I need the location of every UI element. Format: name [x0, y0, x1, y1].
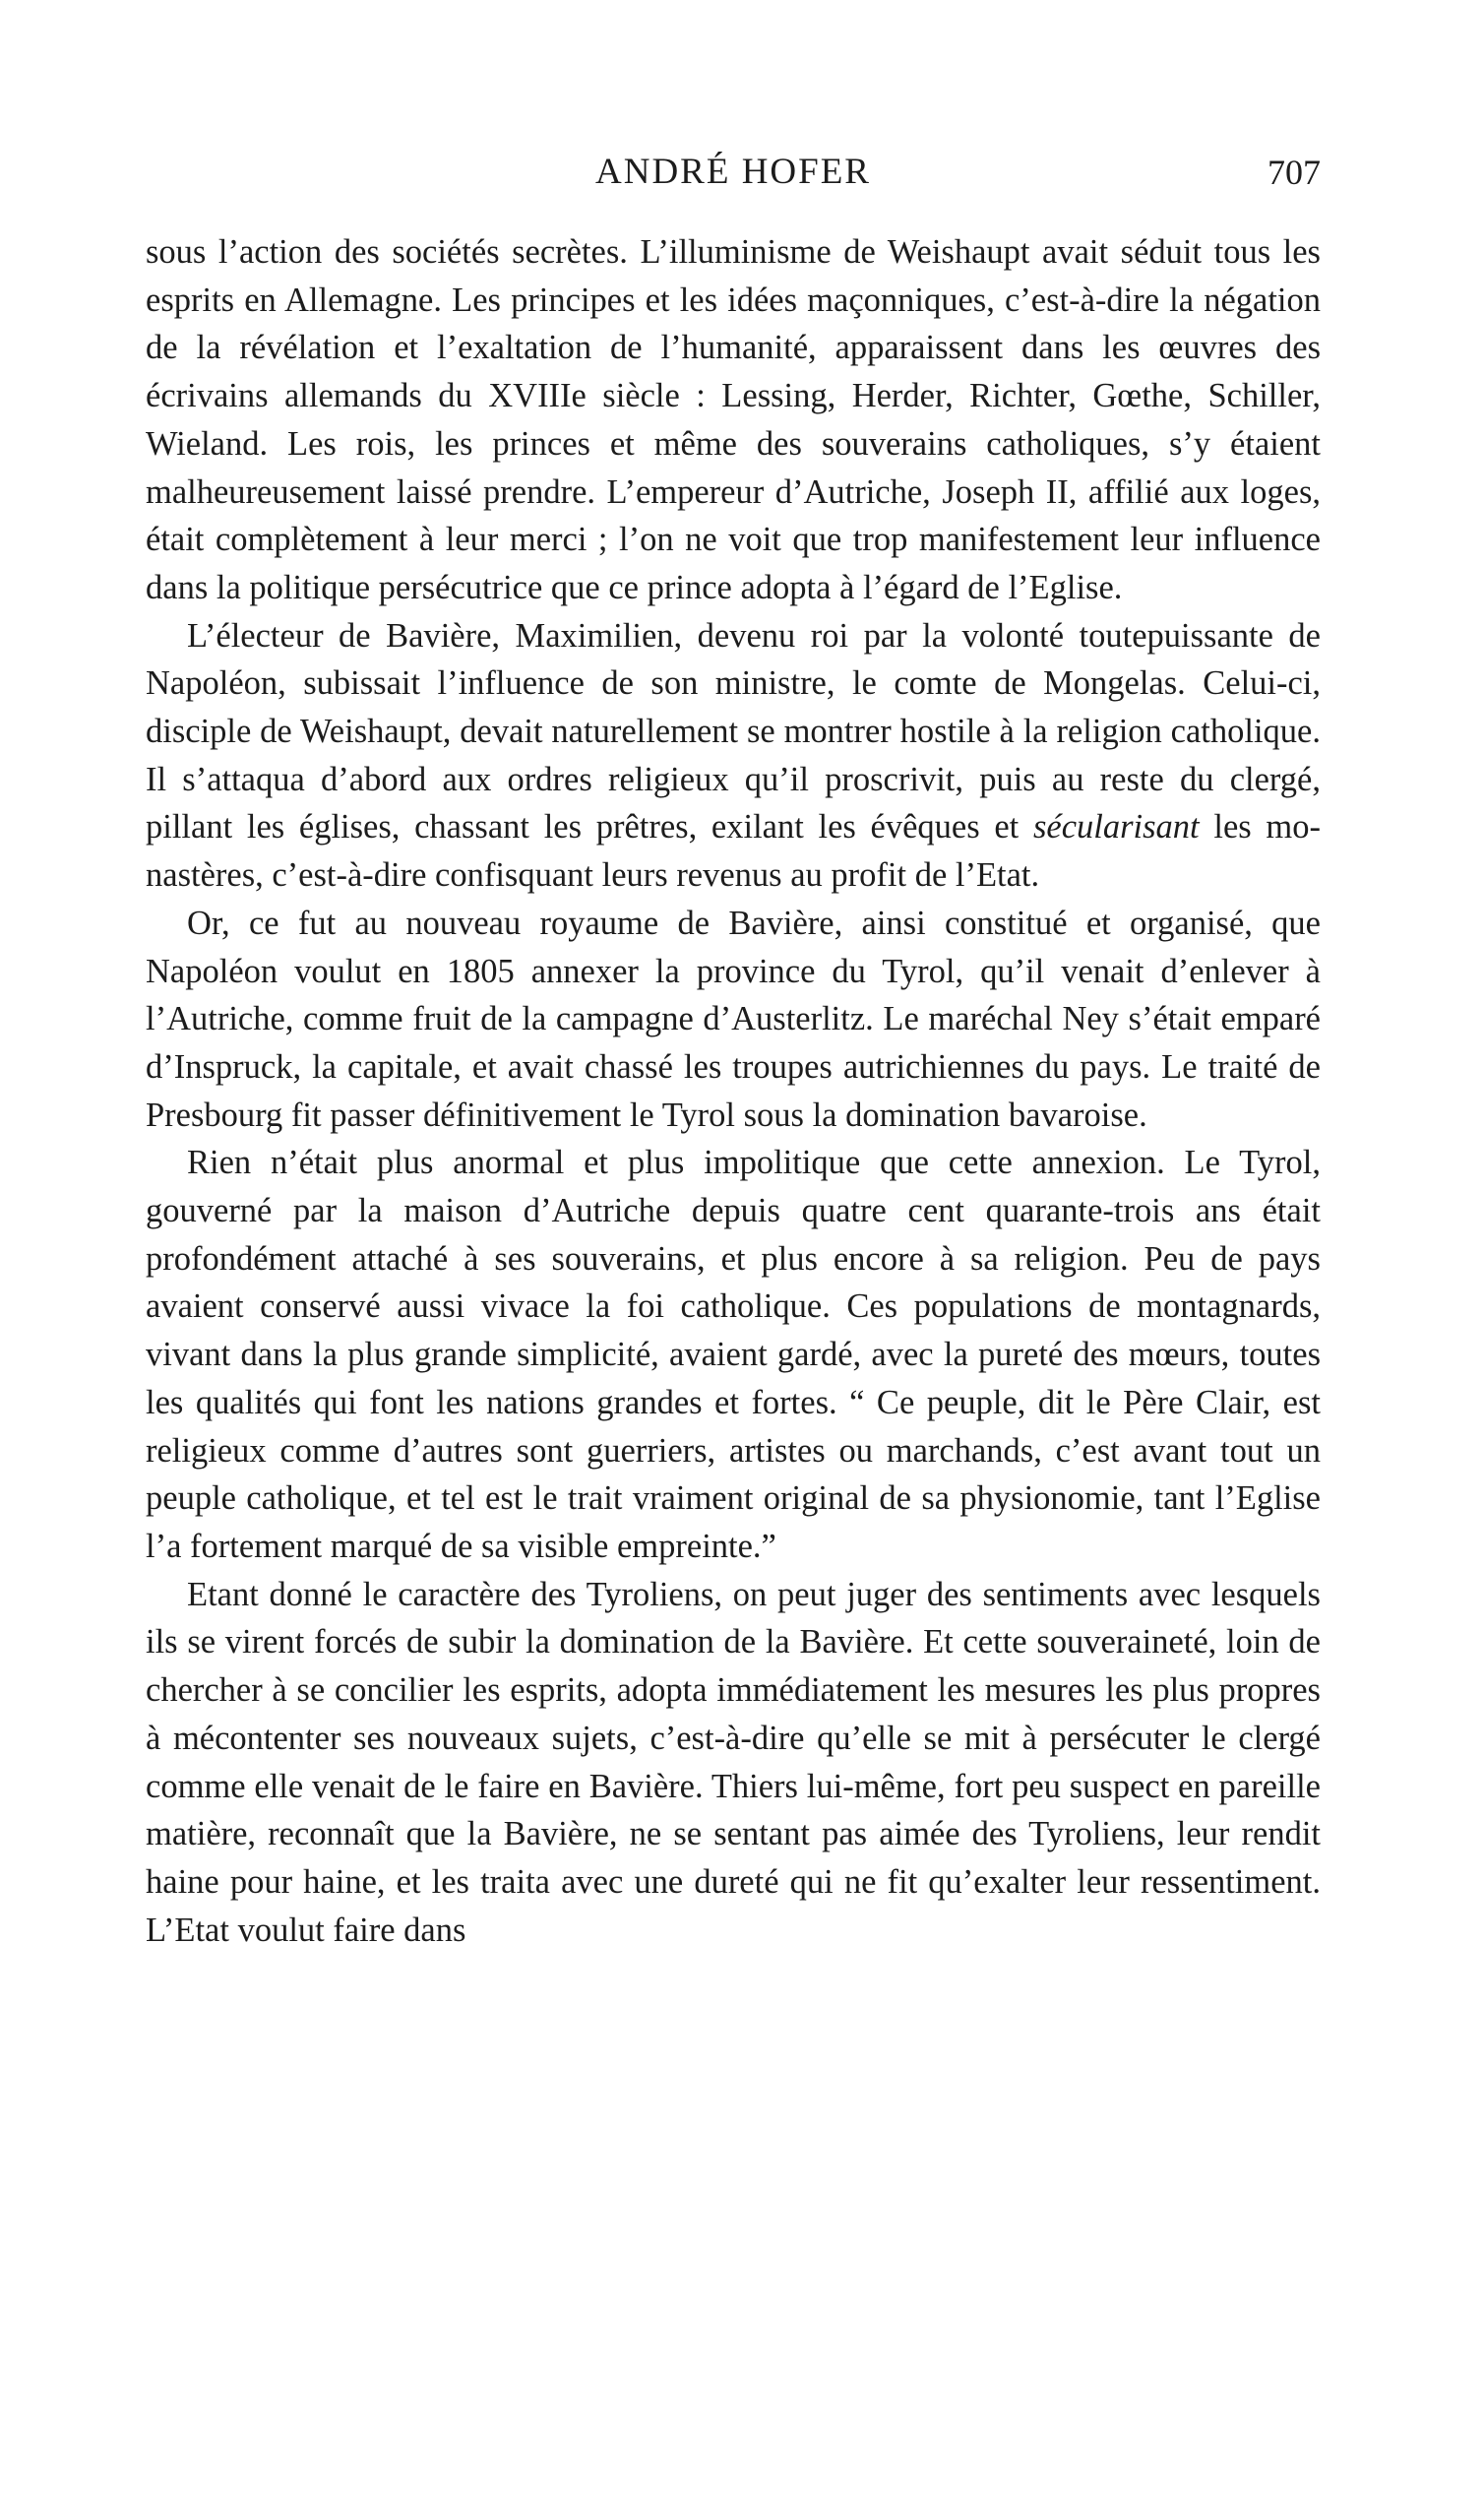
chapter-title: ANDRÉ HOFER	[595, 152, 871, 192]
paragraph-text: Etant donné le caractère des Tyroliens, on peut juger des sentiments avec lesquels ils se virent forcés de subir la domination de la Bavière. Et cette souveraineté, loin de chercher à se concilier les esprits, adopta immédiatement les mesures les plus propres à mécontenter ses nouveaux sujets, c’est-à-dire qu’elle se mit à persécuter le clergé comme elle venait de le faire en Bavière. Thiers lui-même, fort peu suspect en pareille matière, reconnaît que la Bavière, ne se sentant pas aimée des Tyroliens, leur rendit haine pour haine, et les traita avec une dureté qui ne fit qu’exalter leur ressentiment. L’Etat voulut faire dans	[146, 1575, 1321, 1949]
paragraph-continued	[146, 228, 1321, 612]
paragraph-domination	[146, 1571, 1321, 1955]
page-number: 707	[1268, 153, 1321, 192]
paragraph-tyrol-annexation	[146, 900, 1321, 1140]
body-text	[146, 228, 1321, 1954]
paragraph-text: Rien n’était plus anormal et plus impolitique que cette annexion. Le Tyrol, gouverné par la maison d’Autriche depuis quatre cent quarante-trois ans était profondément attaché à ses souverains, et plus encore à sa religion. Peu de pays avaient conservé aussi vivace la foi catholique. Ces populations de montagnards, vivant dans la plus grande simplicité, avaient gardé, avec la pureté des mœurs, toutes les qualités qui font les nations grandes et fortes. “ Ce peuple, dit le Père Clair, est religieux comme d’autres sont guerriers, artistes ou marchands, c’est avant tout un peuple catholique, et tel est le trait vraiment original de sa physionomie, tant l’Eglise l’a fortement marqué de sa visible empreinte.”	[146, 1144, 1321, 1565]
paragraph-text: L’électeur de Bavière, Maximilien, devenu roi par la volonté toutepuissante de Napoléon, subissait l’influence de son ministre, le comte de Mongelas. Celui-ci, disciple de Weishaupt, devait naturellement se montrer hostile à la religion catholique. Il s’attaqua d’abord aux ordres religieux qu’il proscrivit, puis au reste du clergé, pillant les églises, chassant les prêtres, exilant les évêques et	[146, 616, 1321, 846]
running-head	[146, 148, 1321, 197]
paragraph-text: Or, ce fut au nouveau royaume de Bavière, ainsi constitué et organisé, que Napoléon voulut en 1805 annexer la province du Tyrol, qu’il venait d’enlever à l’Autriche, comme fruit de la campagne d’Austerlitz. Le maréchal Ney s’était emparé d’Inspruck, la capitale, et avait chassé les troupes autrichiennes du pays. Le traité de Presbourg fit passer définitivement le Tyrol sous la domination bavaroise.	[146, 904, 1321, 1134]
paragraph-text: sous l’action des sociétés secrètes. L’illuminisme de Weishaupt avait séduit tous les esprits en Allemagne. Les principes et les idées maçonniques, c’est-à-dire la négation de la révélation et l’exaltation de l’humanité, apparaissent dans les œuvres des écrivains allemands du XVIIIe siècle : Lessing, Herder, Richter, Gœthe, Schiller, Wieland. Les rois, les princes et même des souverains catholiques, s’y étaient malheureusement laissé prendre. L’empereur d’Autriche, Joseph II, affilié aux loges, était complètement à leur merci ; l’on ne voit que trop manifestement leur influence dans la politique persécutrice que ce prince adopta à l’égard de l’Eglise.	[146, 233, 1321, 606]
paragraph-text: les monastères, c’est-à-dire confisquant leurs revenus au profit de l’Etat.	[146, 808, 1321, 895]
paragraph-bavaria	[146, 612, 1321, 900]
paragraph-tyrol-people	[146, 1139, 1321, 1570]
italic-word: sécularisant	[1032, 808, 1200, 846]
